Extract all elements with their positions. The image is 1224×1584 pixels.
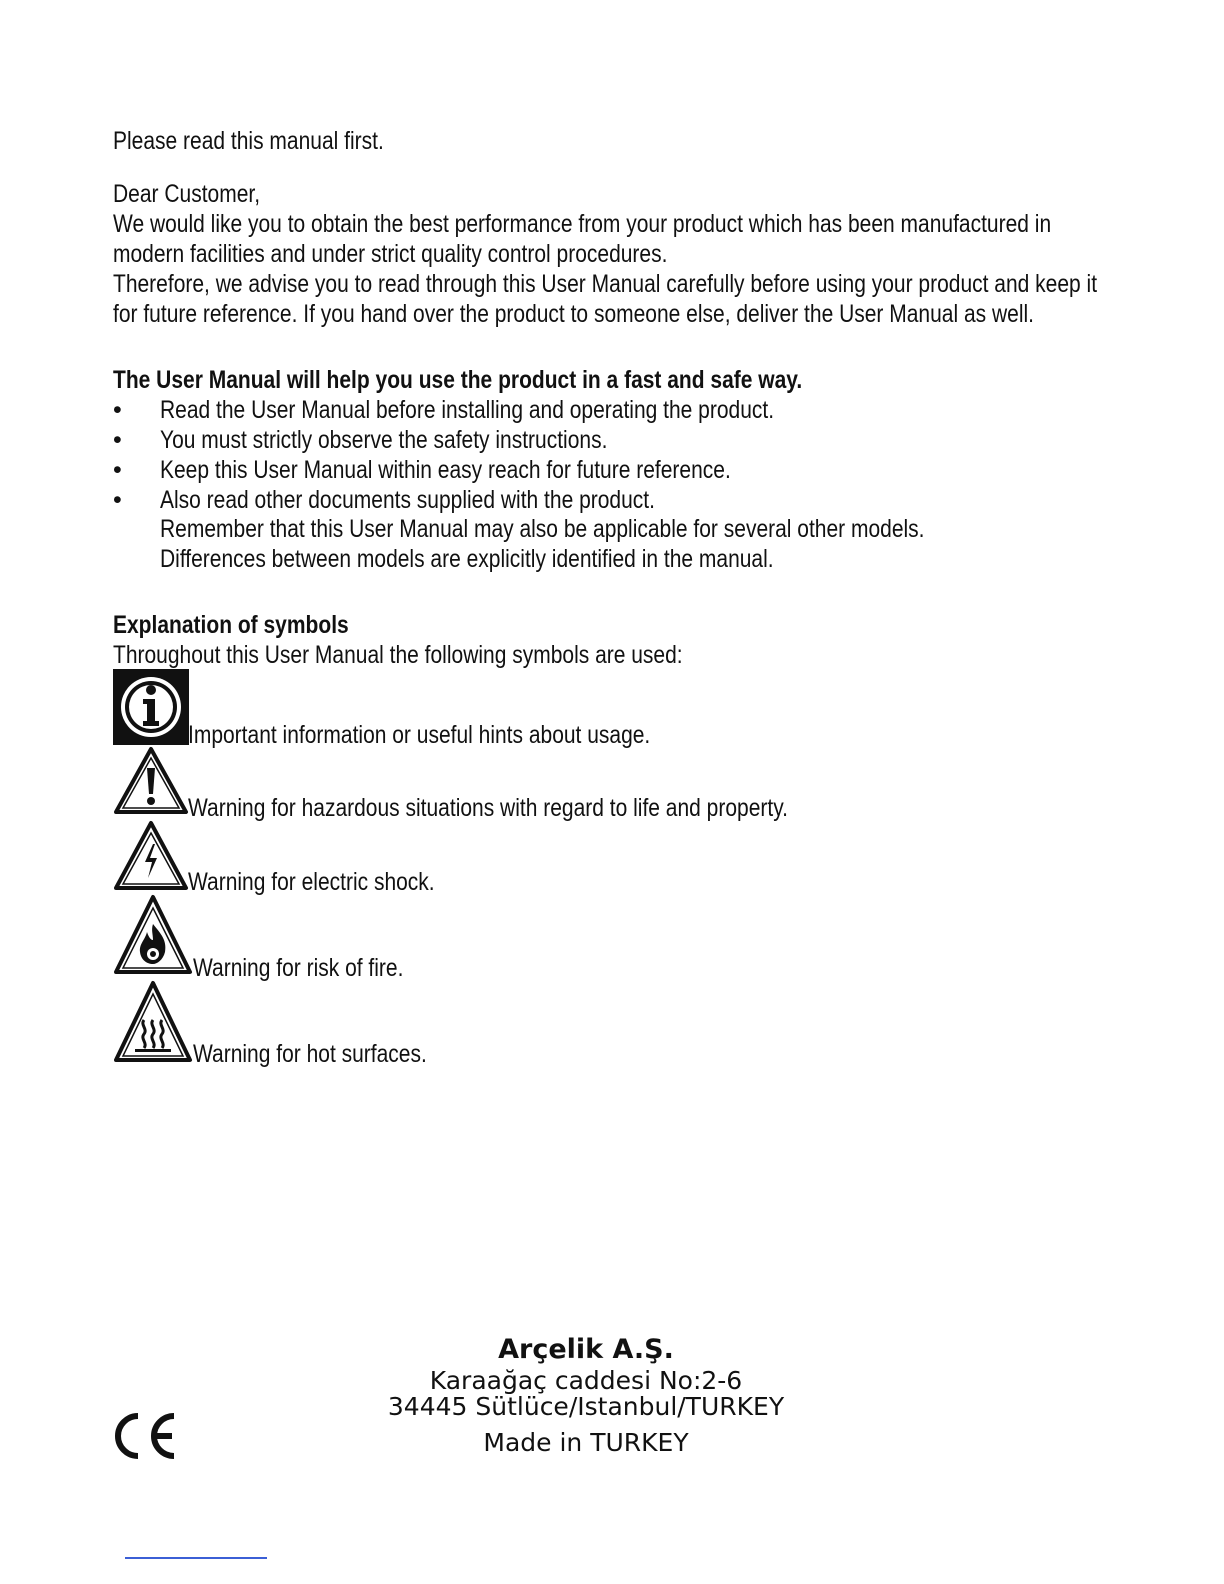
- info-icon: [113, 669, 189, 745]
- note-line: Remember that this User Manual may also be applicable for several other models.: [160, 515, 925, 543]
- ce-mark-icon: [112, 1412, 178, 1465]
- made-in-label: Made in TURKEY: [483, 1428, 689, 1457]
- symbol-description: Warning for hazardous situations with regard to life and property.: [188, 794, 788, 822]
- bullet-dot: •: [113, 456, 122, 484]
- salutation: Dear Customer,: [113, 180, 261, 208]
- intro-line: for future reference. If you hand over the product to someone else, deliver the User Manual as well.: [113, 300, 1035, 328]
- warning-exclamation-icon: [113, 746, 189, 816]
- manual-help-title: The User Manual will help you use the product in a fast and safe way.: [113, 366, 803, 394]
- intro-line: Therefore, we advise you to read through this User Manual carefully before using your product and keep it: [113, 270, 1098, 298]
- page-heading: Please read this manual first.: [113, 127, 384, 155]
- company-street: Karaağaç caddesi No:2-6: [429, 1366, 743, 1395]
- hot-surface-icon: [113, 980, 193, 1064]
- symbols-title: Explanation of symbols: [113, 611, 349, 639]
- bullet-dot: •: [113, 396, 122, 424]
- symbol-description: Warning for risk of fire.: [193, 954, 404, 982]
- note-line: Differences between models are explicitly identified in the manual.: [160, 545, 774, 573]
- bullet-dot: •: [113, 486, 122, 514]
- symbols-intro: Throughout this User Manual the following symbols are used:: [113, 641, 683, 669]
- symbol-description: Warning for hot surfaces.: [193, 1040, 427, 1068]
- intro-line: We would like you to obtain the best performance from your product which has been manufactured in: [113, 210, 1052, 238]
- bullet-dot: •: [113, 426, 122, 454]
- electric-shock-icon: [113, 820, 189, 892]
- bullet-item: Also read other documents supplied with the product.: [160, 486, 655, 514]
- decorative-rule: [125, 1557, 267, 1559]
- intro-line: modern facilities and under strict quality control procedures.: [113, 240, 668, 268]
- bullet-item: Read the User Manual before installing and operating the product.: [160, 396, 775, 424]
- company-name: Arçelik A.Ş.: [498, 1334, 674, 1365]
- symbol-description: Warning for electric shock.: [188, 868, 435, 896]
- fire-icon: [113, 894, 193, 976]
- symbol-description: Important information or useful hints about usage.: [188, 721, 651, 749]
- bullet-item: You must strictly observe the safety instructions.: [160, 426, 608, 454]
- bullet-item: Keep this User Manual within easy reach for future reference.: [160, 456, 731, 484]
- company-city: 34445 Sütlüce/Istanbul/TURKEY: [387, 1392, 785, 1421]
